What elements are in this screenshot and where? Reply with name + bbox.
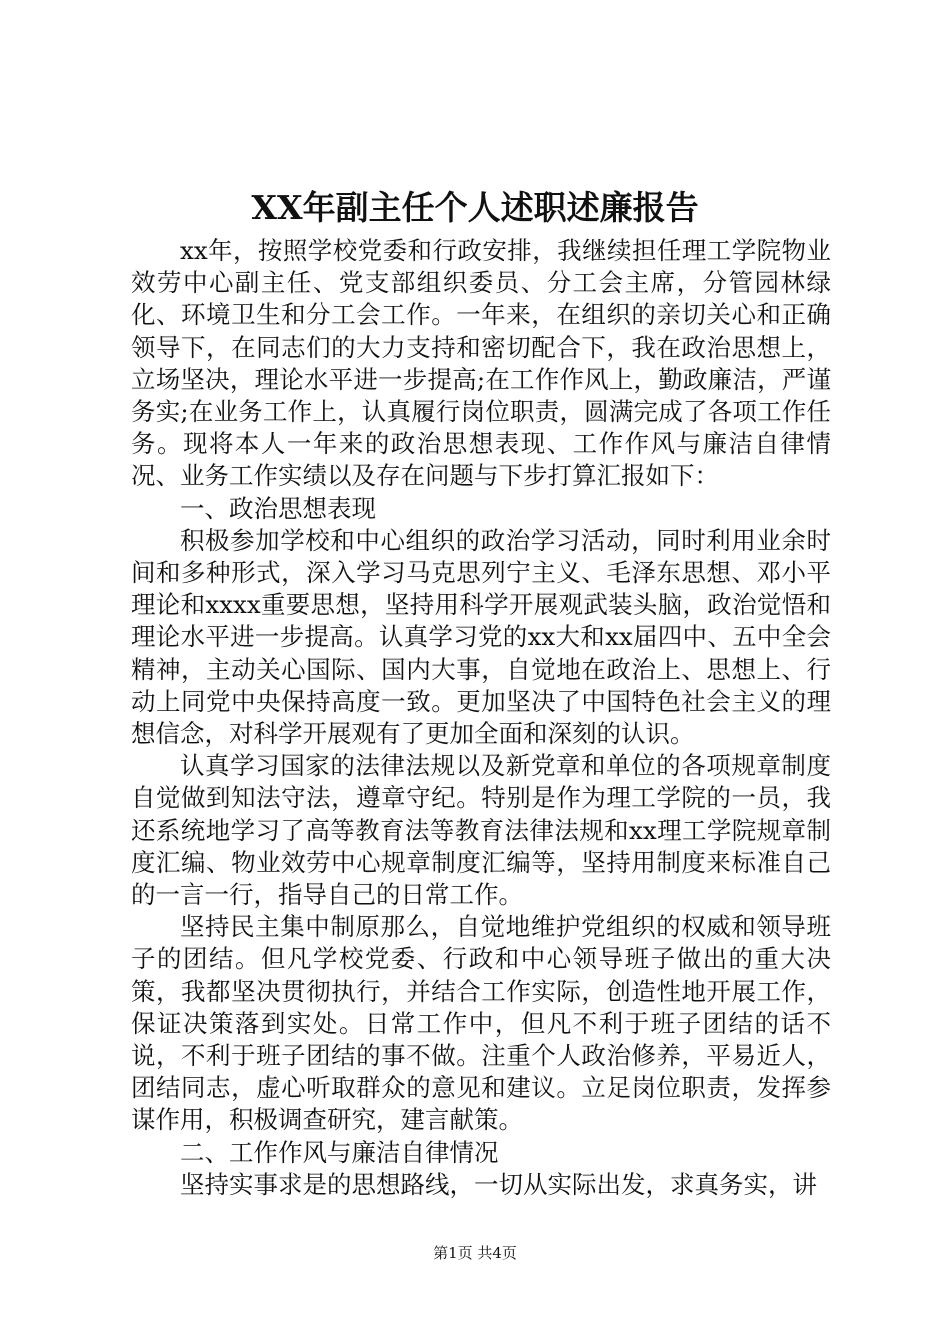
section-heading: 二、工作作风与廉洁自律情况 (180, 1137, 499, 1167)
paragraph: 坚持实事求是的思想路线，一切从实际出发，求真务实，讲 (180, 1169, 817, 1199)
paragraph: xx年，按照学校党委和行政安排，我继续担任理工学院物业效劳中心副主任、党支部组织委员、分工会主席，分管园林绿化、环境卫生和分工会工作。一年来，在组织的亲切关心和正确领导下，在同志们的大力支持和密切配合下，我在政治思想上，立场坚决，理论水平进一步提高;在工作作风上，勤政廉洁，严谨务实;在业务工作上，认真履行岗位职责，圆满完成了各项工作任务。现将本人一年来的政治思想表现、工作作风与廉洁自律情况、业务工作实绩以及存在问题与下步打算汇报如下： (131, 236, 831, 491)
paragraph: 积极参加学校和中心组织的政治学习活动，同时利用业余时间和多种形式，深入学习马克思列宁主义、毛泽东思想、邓小平理论和xxxx重要思想，坚持用科学开展观武装头脑，政治觉悟和理论水平进一步提高。认真学习党的xx大和xx届四中、五中全会精神，主动关心国际、国内大事，自觉地在政治上、思想上、行动上同党中央保持高度一致。更加坚决了中国特色社会主义的理想信念，对科学开展观有了更加全面和深刻的认识。 (131, 525, 831, 749)
paragraph: 坚持民主集中制原那么，自觉地维护党组织的权威和领导班子的团结。但凡学校党委、行政和中心领导班子做出的重大决策，我都坚决贯彻执行，并结合工作实际，创造性地开展工作，保证决策落到实处。日常工作中，但凡不利于班子团结的话不说，不利于班子团结的事不做。注重个人政治修养，平易近人，团结同志，虚心听取群众的意见和建议。立足岗位职责，发挥参谋作用，积极调查研究，建言献策。 (131, 912, 831, 1135)
document-body (131, 235, 831, 1201)
paragraph: 认真学习国家的法律法规以及新党章和单位的各项规章制度自觉做到知法守法，遵章守纪。特别是作为理工学院的一员，我还系统地学习了高等教育法等教育法律法规和xx理工学院规章制度汇编、物业效劳中心规章制度汇编等，坚持用制度来标准自己的一言一行，指导自己的日常工作。 (131, 751, 831, 910)
section-heading: 一、政治思想表现 (180, 493, 376, 523)
page-footer: 第1页 共4页 (433, 1244, 517, 1262)
document-title: XX年副主任个人述职述廉报告 (251, 188, 699, 227)
